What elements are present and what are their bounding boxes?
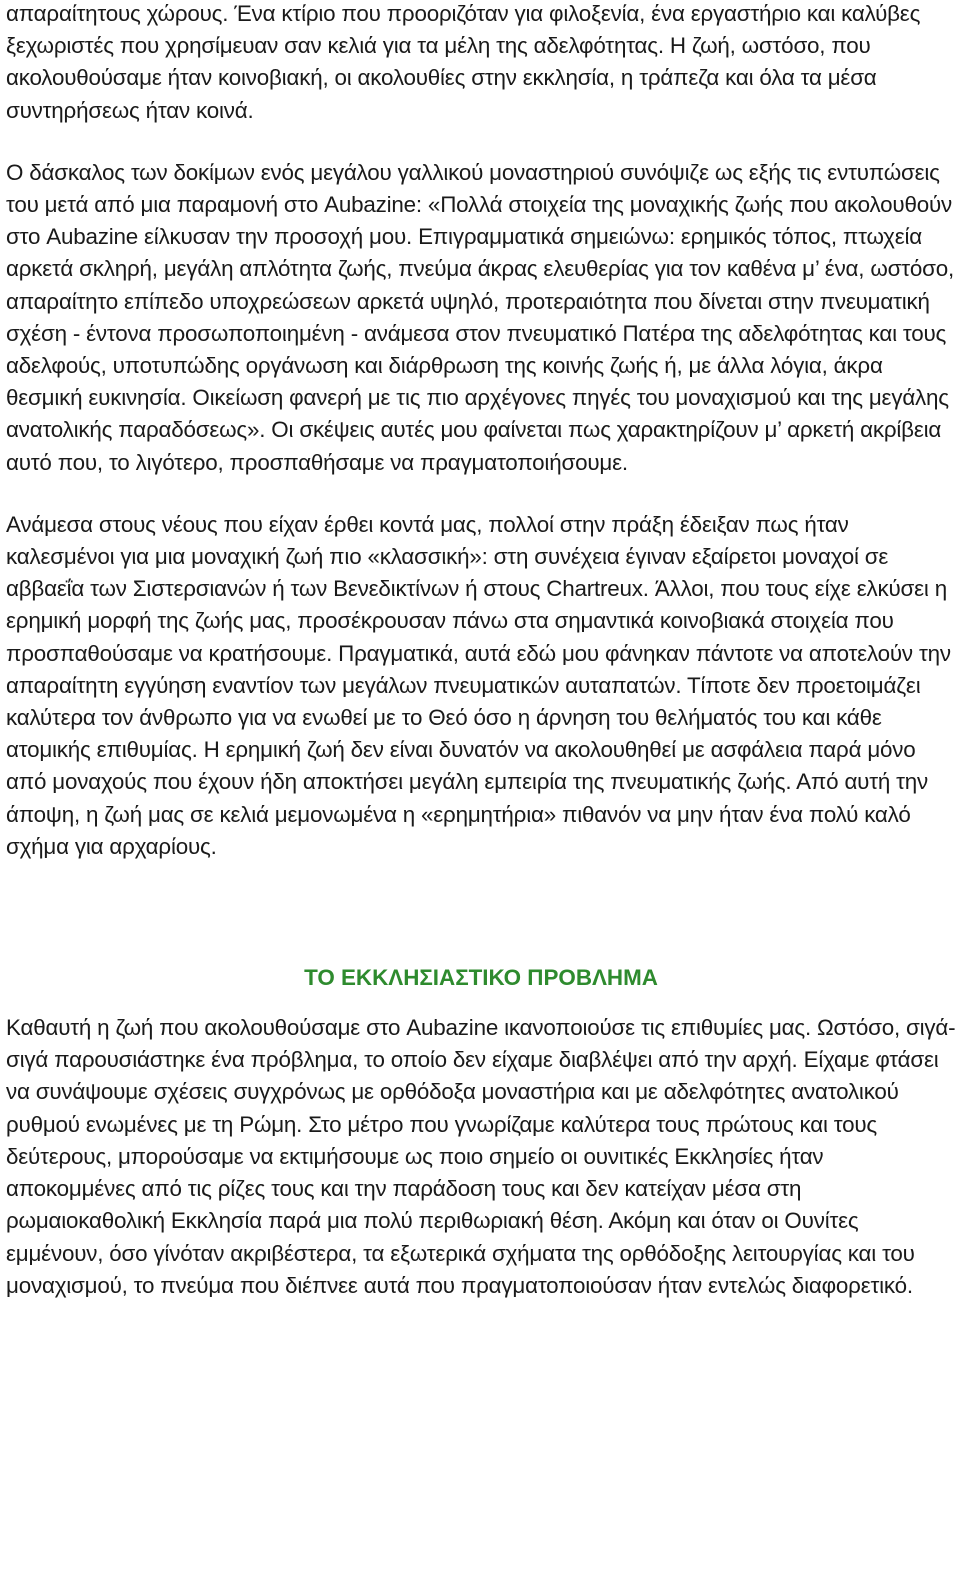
document-page	[6, 0, 956, 1302]
paragraph: Καθαυτή η ζωή που ακολουθούσαμε στο Aubazine ικανοποιούσε τις επιθυμίες μας. Ωστόσο, σιγά-σιγά παρουσιάστηκε ένα πρόβλημα, το οποίο δεν είχαμε διαβλέψει από την αρχή. Είχαμε φτάσει να συνάψουμε σχέσεις συγχρόνως με ορθόδοξα μοναστήρια και με αδελφότητες ανατολικού ρυθμού ενωμένες με τη Ρώμη. Στο μέτρο που γνωρίζαμε καλύτερα τους πρώτους και τους δεύτερους, μπορούσαμε να εκτιμήσουμε ως ποιο σημείο οι ουνιτικές Εκκλησίες ήταν αποκομμένες από τις ρίζες τους και την παράδοση τους και δεν κατείχαν μέσα στη ρωμαιοκαθολική Εκκλησία παρά μια πολύ περιθωριακή θέση. Ακόμη και όταν οι Ουνίτες εμμένουν, όσο γίνόταν ακριβέστερα, τα εξωτερικά σχήματα της ορθόδοξης λειτουργίας και του μοναχισμού, το πνεύμα που διέπνεε αυτά που πραγματοποιούσαν ήταν εντελώς διαφορετικό.	[6, 1015, 956, 1298]
paragraph: Ο δάσκαλος των δοκίμων ενός μεγάλου γαλλικού μοναστηριού συνόψιζε ως εξής τις εντυπώσεις του μετά από μια παραμονή στο Aubazine: «Πολλά στοιχεία της μοναχικής ζωής που ακολουθούν στο Aubazine είλκυσαν την προσοχή μου. Επιγραμματικά σημειώνω: ερημικός τόπος, πτωχεία αρκετά σκληρή, μεγάλη απλότητα ζωής, πνεύμα άκρας ελευθερίας για τον καθένα μ’ ένα, ωστόσο, απαραίτητο επίπεδο υποχρεώσεων αρκετά υψηλό, προτεραιότητα που δίνεται στην πνευματική σχέση - έντονα προσωποποιημένη - ανάμεσα στον πνευματικό Πατέρα της αδελφότητας και τους αδελφούς, υποτυπώδης οργάνωση και διάρθρωση της κοινής ζωής ή, με άλλα λόγια, άκρα θεσμική ευκινησία. Οικείωση φανερή με τις πιο αρχέγονες πηγές του μοναχισμού και της μεγάλης ανατολικής παραδόσεως». Οι σκέψεις αυτές μου φαίνεται πως χαρακτηρίζουν μ’ αρκετή ακρίβεια αυτό που, το λιγότερο, προσπαθήσαμε να πραγματοποιήσουμε.	[6, 159, 955, 475]
paragraph: Ανάμεσα στους νέους που είχαν έρθει κοντά μας, πολλοί στην πράξη έδειξαν πως ήταν καλεσμένοι για μια μοναχική ζωή πιο «κλασσική»: στη συνέχεια έγιναν εξαίρετοι μοναχοί σε αββαεΐα των Σιστερσιανών ή των Βενεδικτίνων ή στους Chartreux. Άλλοι, που τους είχε ελκύσει η ερημική μορφή της ζωής μας, προσέκρουσαν πάνω στα σημαντικά κοινοβιακά στοιχεία που προσπαθούσαμε να κρατήσουμε. Πραγματικά, αυτά εδώ μου φάνηκαν πάντοτε να αποτελούν την απαραίτητη εγγύηση εναντίον των μεγάλων πνευματικών αυταπατών. Τίποτε δεν προετοιμάζει καλύτερα τον άνθρωπο για να ενωθεί με το Θεό όσο η άρνηση του θελήματός του και κάθε ατομικής επιθυμίας. Η ερημική ζωή δεν είναι δυνατόν να ακολουθηθεί με ασφάλεια παρά μόνο από μοναχούς που έχουν ήδη αποκτήσει μεγάλη εμπειρία της πνευματικής ζωής. Από αυτή την άποψη, η ζωή μας σε κελιά μεμονωμένα η «ερημητήρια» πιθανόν να μην ήταν ένα πολύ καλό σχήμα για αρχαρίους.	[6, 511, 951, 859]
paragraph: απαραίτητους χώρους. Ένα κτίριο που προοριζόταν για φιλοξενία, ένα εργαστήριο και καλύβες ξεχωριστές που χρησίμευαν σαν κελιά για τα μέλη της αδελφότητας. Η ζωή, ωστόσο, που ακολουθούσαμε ήταν κοινοβιακή, οι ακολουθίες στην εκκλησία, η τράπεζα και όλα τα μέσα συντηρήσεως ήταν κοινά.	[6, 1, 921, 123]
section-heading: ΤΟ ΕΚΚΛΗΣΙΑΣΤΙΚΟ ΠΡΟΒΛΗΜΑ	[304, 965, 658, 991]
